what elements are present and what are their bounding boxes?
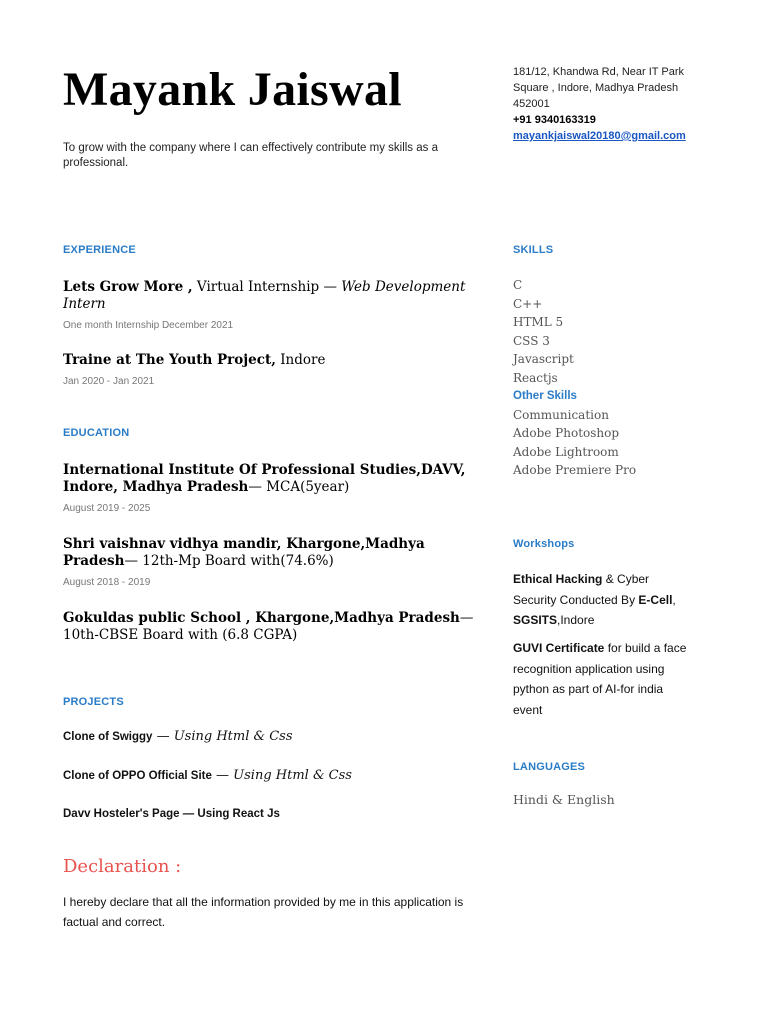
projects-heading: PROJECTS [63, 696, 124, 708]
skill-item: CSS 3 [513, 333, 550, 348]
workshop-org: SGSITS [513, 613, 558, 627]
experience-heading: EXPERIENCE [63, 244, 136, 256]
project-separator: — [179, 808, 198, 820]
objective-text: To grow with the company where I can effectively contribute my skills as a professional. [63, 142, 438, 169]
skills-heading: SKILLS [513, 244, 554, 256]
declaration-heading: Declaration : [63, 856, 182, 877]
project-separator: — [211, 768, 234, 783]
contact-block [513, 64, 693, 144]
project-tech: Using React Js [197, 808, 280, 820]
project-separator: — [152, 729, 174, 744]
email-link[interactable]: mayankjaiswal20180@gmail.com [513, 130, 686, 142]
skill-item: HTML 5 [513, 315, 564, 329]
education-detail: — 10th-CBSE Board with (6.8 CGPA) [63, 610, 474, 643]
skill-item: Reactjs [513, 370, 558, 385]
project-name: Clone of OPPO Official Site [63, 770, 212, 782]
other-skill-item: Adobe Premiere Pro [513, 463, 637, 477]
workshop-org: E-Cell [638, 592, 673, 607]
workshop-title: GUVI Certificate [513, 641, 605, 655]
education-meta-1: August 2019 - 2025 [63, 503, 151, 514]
experience-item-2 [63, 352, 483, 369]
languages-value: Hindi & English [513, 792, 615, 807]
skill-item: Javascript [513, 352, 574, 366]
education-school: Shri vaishnav vidhya mandir, Khargone,Madhya Pradesh [63, 536, 425, 569]
education-school: International Institute Of Professional Studies,DAVV, Indore, Madhya Pradesh [63, 462, 466, 495]
experience-detail: Indore [275, 352, 326, 368]
experience-org: Traine at The Youth Project, [63, 352, 276, 368]
experience-org: Lets Grow More , [63, 279, 193, 295]
other-skill-item: Adobe Lightroom [513, 444, 619, 459]
project-item-2 [63, 768, 352, 783]
address-line-3: 452001 [513, 98, 550, 110]
phone-number: +91 9340163319 [513, 114, 596, 126]
experience-meta-2: Jan 2020 - Jan 2021 [63, 376, 155, 387]
education-meta-2: August 2018 - 2019 [63, 577, 151, 588]
education-item-3 [63, 610, 483, 644]
other-skill-item: Adobe Photoshop [513, 426, 620, 440]
languages-heading: LANGUAGES [513, 761, 586, 773]
skill-item: C [513, 278, 523, 292]
education-heading: EDUCATION [63, 427, 130, 439]
workshop-item-2 [513, 638, 688, 720]
project-tech: Using Html & Css [173, 729, 293, 744]
education-school: Gokuldas public School , Khargone,Madhya Pradesh [63, 610, 460, 626]
education-item-2 [63, 536, 483, 570]
experience-item-1 [63, 279, 483, 313]
project-tech: Using Html & Css [233, 768, 352, 783]
project-item-1 [63, 729, 293, 744]
skills-list [513, 276, 636, 480]
workshop-title: Ethical Hacking [513, 572, 603, 586]
workshop-text: & Cyber Security Conducted By [513, 572, 650, 607]
other-skills-heading: Other Skills [513, 390, 577, 402]
workshop-text: , [672, 592, 676, 607]
address-line-2: Square , Indore, Madhya Pradesh [513, 82, 679, 94]
workshop-text: for build a face recognition application using python as part of AI-for india event [513, 641, 687, 717]
workshop-text: ,Indore [557, 613, 595, 627]
education-detail: — MCA(5year) [248, 479, 350, 495]
experience-detail: Virtual Internship — [192, 279, 342, 295]
project-name: Davv Hosteler's Page [63, 808, 180, 820]
experience-meta-1: One month Internship December 2021 [63, 320, 234, 331]
other-skill-item: Communication [513, 407, 609, 422]
address-line-1: 181/12, Khandwa Rd, Near IT Park [513, 66, 685, 78]
workshops-heading: Workshops [513, 538, 575, 550]
skill-item: C++ [513, 296, 543, 311]
workshop-item-1 [513, 569, 688, 631]
project-name: Clone of Swiggy [63, 731, 153, 743]
education-item-1 [63, 462, 483, 496]
project-item-3 [63, 808, 280, 820]
declaration-text: I hereby declare that all the information provided by me in this application is factual and correct. [63, 895, 464, 929]
candidate-name: Mayank Jaiswal [63, 63, 402, 116]
experience-role: Web Development Intern [63, 279, 466, 312]
education-detail: — 12th-Mp Board with(74.6%) [124, 553, 334, 569]
